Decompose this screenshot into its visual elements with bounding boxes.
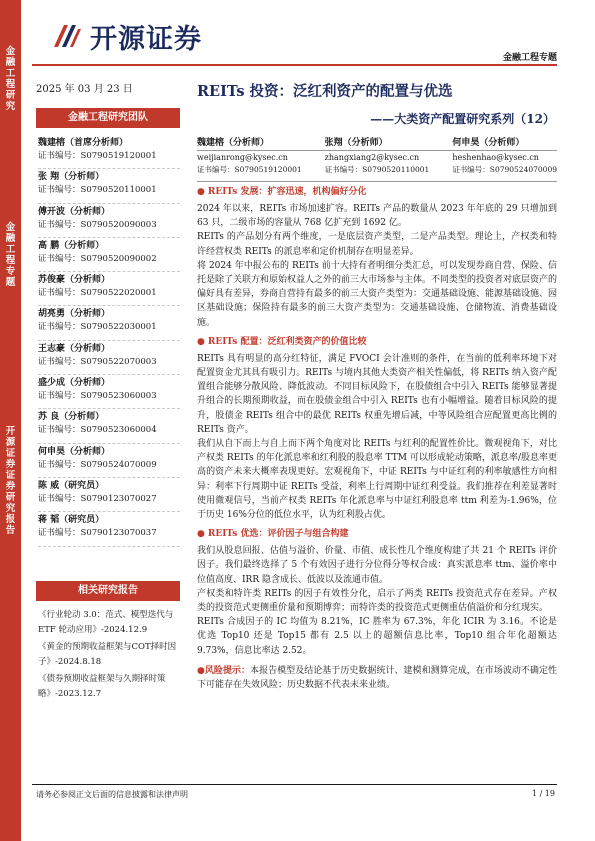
ribbon-label-topic: 金融工程专题: [5, 222, 16, 288]
report-title: REITs 投资：泛红利资产的配置与优选: [197, 83, 453, 100]
brand-logo: [50, 18, 202, 54]
analyst-cert: 证书编号：S0790524070009: [38, 459, 157, 470]
author-email[interactable]: zhangxiang2@kysec.cn: [324, 153, 420, 162]
analyst-cert: 证书编号：S0790522070003: [38, 356, 157, 367]
analyst-cert: 证书编号：S0790123070027: [38, 493, 157, 504]
analyst-item: [38, 272, 180, 306]
risk-text: 本报告模型及结论基于历史数据统计、建模和测算完成，在市场波动不确定性下可能存在失效风险；历史数据不代表未来业绩。: [197, 665, 557, 691]
analyst-name: 王志豪（分析师）: [38, 343, 111, 354]
section-heading: [197, 186, 557, 199]
analyst-cert: 证书编号：S0790523060004: [38, 425, 157, 436]
bullet-icon: ●: [197, 665, 205, 676]
paragraph: REITs 的产品划分有两个维度，一是底层资产类型，二是产品类型。理论上，产权类和特许经营权类 REITs 的派息率和定价机制存在明显差异。: [197, 232, 557, 257]
report-subtitle: ——大类资产配置研究系列（12）: [370, 112, 555, 126]
brand-mark-icon: [50, 19, 84, 53]
analyst-name: 张 翔（分析师）: [38, 172, 105, 183]
analyst-name: 陈 威（研究员）: [38, 480, 105, 491]
author-name: 魏建榕（分析师）: [197, 138, 270, 148]
risk-warning: [197, 664, 557, 692]
analyst-item: [38, 444, 180, 478]
author-item: [325, 137, 430, 175]
analyst-item: [38, 238, 180, 272]
author-divider-bottom: [197, 181, 557, 182]
analyst-name: 苏 良（分析师）: [38, 412, 105, 423]
analyst-item: [38, 135, 180, 169]
author-cert: 证书编号：S0790519120001: [197, 165, 302, 174]
header-divider: [32, 64, 557, 66]
section-heading-text: REITs 配置：泛红利类资产的价值比较: [207, 336, 367, 347]
author-name: 何申昊（分析师）: [452, 138, 525, 148]
author-block: [197, 137, 557, 175]
analyst-list: [38, 135, 180, 547]
analyst-name: 高 鹏（分析师）: [38, 240, 105, 251]
page-number: 1 / 19: [531, 789, 555, 798]
analyst-name: 苏俊豪（分析师）: [38, 275, 111, 286]
related-report-link[interactable]: 《行业轮动 3.0：范式、模型迭代与 ETF 轮动应用》-2024.12.9: [38, 610, 174, 635]
analyst-item: [38, 375, 180, 409]
section-heading-text: REITs 发展：扩容迅速，机构偏好分化: [207, 187, 367, 197]
author-name: 张翔（分析师）: [324, 138, 388, 148]
side-ribbon: [0, 0, 21, 841]
analyst-item: [38, 204, 180, 238]
analyst-name: 蒋 韬（研究员）: [38, 515, 105, 526]
analyst-cert: 证书编号：S0790523060003: [38, 391, 157, 402]
risk-label: 风险提示：: [204, 665, 251, 676]
author-cert: 证书编号：S0790520110001: [324, 165, 430, 174]
report-date: 2025 年 03 月 23 日: [36, 84, 133, 95]
analyst-cert: 证书编号：S0790520090002: [38, 253, 157, 264]
author-item: [197, 137, 302, 175]
analyst-cert: 证书编号：S0790522030001: [38, 322, 157, 333]
ribbon-label-research: 金融工程研究: [5, 46, 16, 112]
footer-divider: [32, 784, 557, 785]
section-heading: [197, 336, 557, 349]
author-email[interactable]: heshenhao@kysec.cn: [452, 153, 539, 162]
author-divider: [197, 150, 557, 151]
team-title: 金融工程研究团队: [36, 108, 180, 128]
footer-disclaimer: 请务必参阅正文后面的信息披露和法律声明: [36, 790, 188, 799]
paragraph: 产权类和特许类 REITs 的因子有效性分化，启示了两类 REITs 投资范式存在差异。产权类的投资范式更侧重价量和预期博弈；而特许类的投资范式更侧重估值溢价和分红现实。: [197, 588, 557, 614]
analyst-cert: 证书编号：S0790520110001: [38, 185, 157, 196]
analyst-cert: 证书编号：S0790123070037: [38, 528, 157, 539]
section-heading: [197, 528, 557, 541]
analyst-name: 傅开波（分析师）: [38, 206, 111, 217]
related-reports-title: 相关研究报告: [36, 581, 180, 601]
analyst-cert: 证书编号：S0790522020001: [38, 288, 157, 299]
bullet-icon: ●: [197, 529, 205, 540]
related-report-link[interactable]: 《黄金的预期收益框架与COT择时因子》-2024.8.18: [38, 642, 177, 667]
paragraph: REITs 具有明显的高分红特征，满足 FVOCI 会计准则的条件，在当前的低利率环境下对配置资金尤其具有吸引力。REITs 与境内其他大类资产相关性偏低，将 REITs 纳入资产配置组合能够分散风险、降低波动。不同目标风险下，在股债组合中引入 REITs 能够显著提升组合的长期预期收益，而在股债金组合中引入 REITs 也有小幅增益。随着目标风险的提升，股债金 REITs 组合中的最优 REITs 权重先增后减，中等风险组合应配置更高比例的 REITs 资产。: [197, 353, 557, 435]
related-reports-list: [38, 608, 182, 704]
paragraph: REITs 合成因子的 IC 均值为 8.21%，IC 胜率为 67.3%，年化 ICIR 为 3.16。不论是优选 Top10 还是 Top15 都有 2.5 以上的超额信息比率，Top10 组合年化超额达 9.73%，信息比率达 2.52。: [197, 617, 557, 656]
ribbon-label-report: 开源证券 证券研究报告: [5, 426, 16, 536]
analyst-item: [38, 169, 180, 203]
analyst-name: 胡亮勇（分析师）: [38, 309, 111, 320]
author-email[interactable]: weijianrong@kysec.cn: [197, 153, 288, 162]
section-heading-text: REITs 优选：评价因子与组合构建: [207, 529, 349, 540]
analyst-item: [38, 306, 180, 340]
author-cert: 证书编号：S0790524070009: [452, 165, 557, 174]
bullet-icon: ●: [197, 336, 205, 347]
analyst-item: [38, 478, 180, 512]
analyst-name: 盛少成（分析师）: [38, 378, 111, 389]
paragraph: 我们从自下而上与自上而下两个角度对比 REITs 与红利的配置性价比。微观视角下，对比产权类 REITs 的年化派息率和红利股的股息率 TTM 可以形成轮动策略，派息率/股息率更高的资产未来大概率表现更好。宏观视角下，中证 REITs 与中证红利的利率敏感性方向相异：利率下行周期中证 REITs 受益，利率上行周期中证红利受益。我们推荐在利差显著时使用微观信号，当前产权类 REITs 年化派息率与中证红利股息率 ttm 利差为-1.96%，位于历史 16%分位的低位水平，认为红利股占优。: [197, 439, 557, 521]
related-report-link[interactable]: 《债券预期收益框架与久期择时策略》-2023.12.7: [38, 674, 166, 699]
author-item: [452, 137, 557, 175]
report-body: [197, 186, 557, 692]
brand-name: 开源证券: [90, 23, 202, 55]
analyst-item: [38, 409, 180, 443]
paragraph: 将 2024 年中报公布的 REITs 前十大持有者明细分类汇总，可以发现券商自营、保险、信托是除了关联方和原始权益人之外的前三大市场参与主体。不同类型的投资者对底层资产的偏好具有差异，券商自营持有最多的前三大资产类型为：交通基础设施、能源基础设施、园区基础设施；保险持有最多的前三大资产类型为：交通基础设施、仓储物流、消费基础设施。: [197, 260, 558, 328]
analyst-cert: 证书编号：S0790519120001: [38, 151, 157, 161]
analyst-item: [38, 512, 180, 546]
bullet-icon: ●: [197, 187, 205, 197]
analyst-item: [38, 341, 180, 375]
paragraph: 2024 年以来，REITs 市场加速扩容。REITs 产品的数量从 2023 年年底的 29 只增加到 63 只，二级市场的容量从 768 亿扩充到 1692 亿。: [197, 204, 557, 229]
analyst-name: 何申昊（分析师）: [38, 446, 111, 457]
report-category: 金融工程专题: [502, 53, 557, 63]
analyst-name: 魏建榕（首席分析师）: [38, 138, 129, 148]
analyst-cert: 证书编号：S0790520090003: [38, 219, 157, 230]
paragraph: 我们从股息回报、估值与溢价、价量、市值、成长性几个维度构建了共 21 个 REITs 评价因子。我们最终选择了 5 个有效因子进行分位得分等权合成：真实派息率 ttm、溢价率中位值高度、IRR 隐含成长、低波以及流通市值。: [197, 546, 557, 585]
